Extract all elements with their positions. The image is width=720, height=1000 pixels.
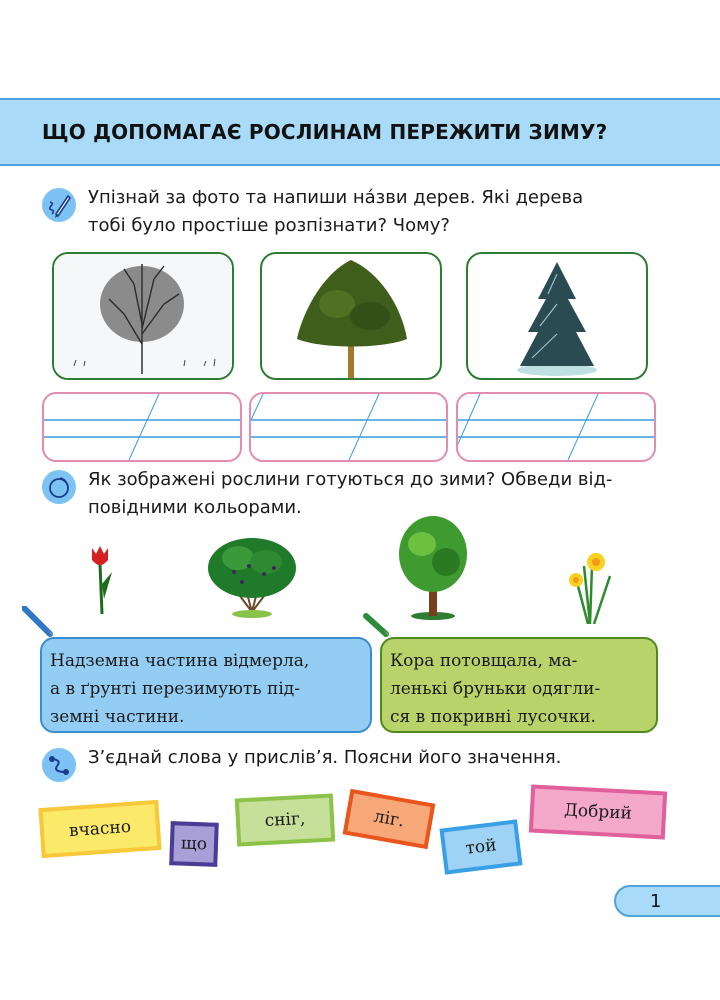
card-line: ся в покривні лусочки. [390, 707, 596, 727]
instruction-line: Як зображені рослини готуються до зими? Обведи від- [88, 469, 613, 490]
word-card-vchasno[interactable] [38, 800, 161, 858]
answer-field-2[interactable] [249, 392, 448, 462]
page-title: ЩО ДОПОМАГАЄ РОСЛИНАМ ПЕРЕЖИТИ ЗИМУ? [42, 120, 608, 144]
word-card-toi[interactable] [439, 819, 522, 874]
word-card-shcho[interactable] [169, 821, 219, 867]
instruction-line: Упізнай за фото та напиши на́зви дерев. Які дерева [88, 187, 584, 208]
deciduous-tree-image [396, 514, 470, 624]
circle-outline-icon [42, 470, 76, 504]
task-2-instruction [88, 466, 612, 522]
answer-card-blue[interactable] [40, 637, 372, 733]
word-card-lih[interactable] [343, 789, 436, 849]
word-label: що [180, 833, 208, 855]
card-line: а в ґрунті перезимують під- [50, 679, 300, 699]
spruce-photo [466, 252, 648, 380]
pine-photo [260, 252, 442, 380]
word-label: той [464, 835, 498, 859]
answer-field-1[interactable] [42, 392, 242, 462]
card-line: Кора потовщала, ма- [390, 651, 578, 671]
word-card-snih[interactable] [235, 793, 335, 846]
task-3-instruction: З’єднай слова у прислів’я. Поясни його значення. [88, 747, 562, 768]
task-1-instruction [88, 184, 583, 240]
page-number-tab [614, 885, 720, 917]
word-card-dobryi[interactable] [529, 784, 667, 839]
birch-winter-photo [52, 252, 234, 380]
instruction-line: тобі було простіше розпізнати? Чому? [88, 215, 450, 236]
section-header [0, 98, 720, 166]
connect-icon [42, 748, 76, 782]
answer-field-3[interactable] [456, 392, 656, 462]
answer-card-green[interactable] [380, 637, 658, 733]
card-line: Надземна частина відмерла, [50, 651, 310, 671]
word-label: ліг. [372, 806, 406, 832]
lilac-bush-image [204, 532, 300, 622]
instruction-line: повідними кольорами. [88, 497, 302, 518]
word-label: вчасно [68, 816, 132, 842]
pencil-write-icon [42, 188, 76, 222]
tulip-image [84, 544, 118, 620]
daffodils-image [564, 546, 616, 628]
blue-pencil-icon [22, 606, 62, 640]
word-label: сніг, [264, 808, 306, 832]
page-number: 1 [650, 891, 662, 912]
card-line: земні частини. [50, 707, 185, 727]
card-line: ленькі бруньки одягли- [390, 679, 601, 699]
word-label: Добрий [563, 800, 633, 824]
